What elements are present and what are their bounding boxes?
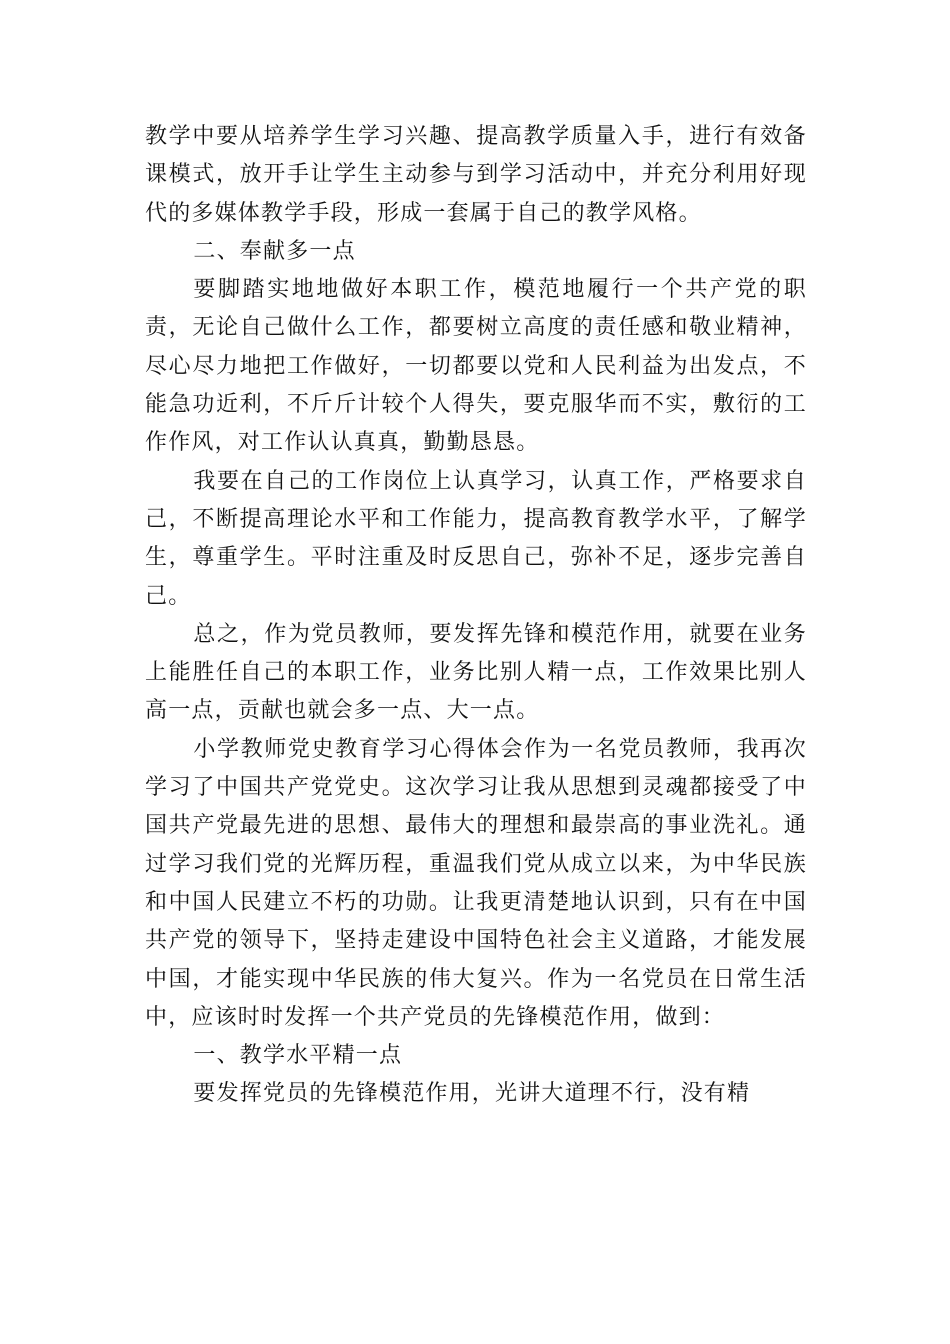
paragraph-teaching-style: 教学中要从培养学生学习兴趣、提高教学质量入手，进行有效备课模式，放开手让学生主动参与到学习活动中，并充分利用好现代的多媒体教学手段，形成一套属于自己的教学风格。 <box>145 124 807 226</box>
heading-teaching-level: 一、教学水平精一点 <box>193 1043 403 1069</box>
paragraph-summary: 总之，作为党员教师，要发挥先锋和模范作用，就要在业务上能胜任自己的本职工作，业务比别人精一点，工作效果比别人高一点，贡献也就会多一点、大一点。 <box>145 621 807 724</box>
paragraph-vanguard: 要发挥党员的先锋模范作用，光讲大道理不行，没有精 <box>193 1081 751 1107</box>
paragraph-duty: 要脚踏实地地做好本职工作，模范地履行一个共产党的职责，无论自己做什么工作，都要树立高度的责任感和敬业精神，尽心尽力地把工作做好，一切都要以党和人民利益为出发点，不能急功近利，不斤斤计较个人得失，要克服华而不实，敷衍的工作作风，对工作认认真真，勤勤恳恳。 <box>145 277 807 456</box>
paragraph-self-improvement: 我要在自己的工作岗位上认真学习，认真工作，严格要求自己，不断提高理论水平和工作能力，提高教育教学水平，了解学生，尊重学生。平时注重及时反思自己，弥补不足，逐步完善自己。 <box>145 468 807 609</box>
paragraph-party-history: 小学教师党史教育学习心得体会作为一名党员教师，我再次学习了中国共产党党史。这次学习让我从思想到灵魂都接受了中国共产党最先进的思想、最伟大的理想和最崇高的事业洗礼。通过学习我们党的光辉历程，重温我们党从成立以来，为中华民族和中国人民建立不朽的功勋。让我更清楚地认识到，只有在中国共产党的领导下，坚持走建设中国特色社会主义道路，才能发展中国，才能实现中华民族的伟大复兴。作为一名党员在日常生活中，应该时时发挥一个共产党员的先锋模范作用，做到： <box>145 736 807 1030</box>
document-page <box>145 118 807 1114</box>
heading-dedication: 二、奉献多一点 <box>193 238 356 264</box>
